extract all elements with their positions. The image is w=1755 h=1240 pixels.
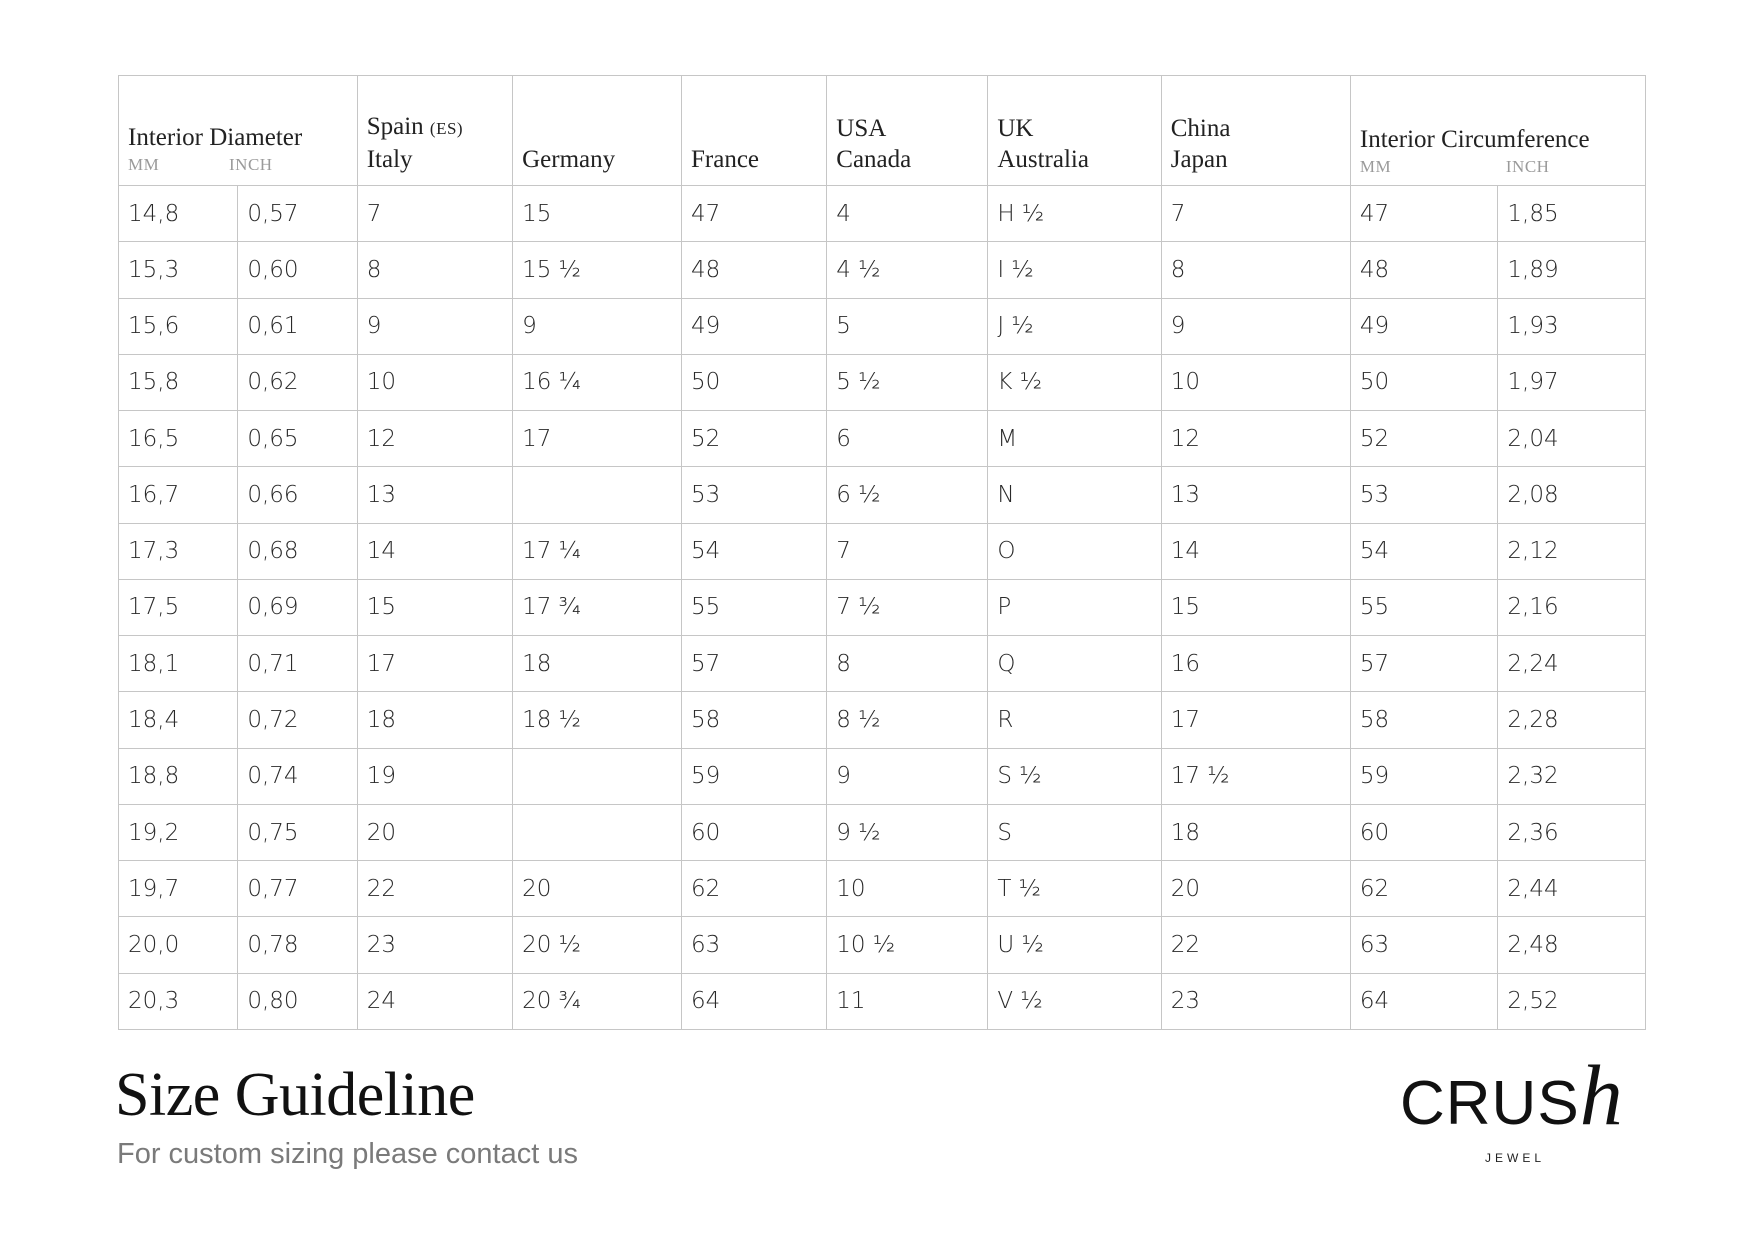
cell-circumference-mm: 62 [1350,861,1498,917]
cell-usa-canada: 6 [827,411,988,467]
cell-usa-canada: 5 [827,298,988,354]
cell-circumference-mm: 52 [1350,411,1498,467]
cell-usa-canada: 11 [827,973,988,1029]
cell-germany: 20 [513,861,682,917]
cell-germany: 16 ¼ [513,354,682,410]
cell-usa-canada: 7 [827,523,988,579]
cell-circumference-mm: 63 [1350,917,1498,973]
cell-diameter-inch: 0,60 [238,242,357,298]
table-row [119,692,1646,748]
cell-circumference-mm: 55 [1350,579,1498,635]
cell-france: 49 [682,298,827,354]
cell-france: 58 [682,692,827,748]
cell-circumference-inch: 2,28 [1498,692,1646,748]
cell-spain-italy: 22 [357,861,512,917]
cell-circumference-inch: 2,32 [1498,748,1646,804]
cell-uk-australia: J ½ [988,298,1161,354]
cell-diameter-inch: 0,80 [238,973,357,1029]
cell-circumference-mm: 57 [1350,636,1498,692]
cell-spain-italy: 13 [357,467,512,523]
cell-diameter-inch: 0,65 [238,411,357,467]
cell-circumference-mm: 49 [1350,298,1498,354]
cell-circumference-inch: 2,08 [1498,467,1646,523]
cell-france: 57 [682,636,827,692]
table-row [119,411,1646,467]
cell-china-japan: 23 [1161,973,1350,1029]
cell-usa-canada: 4 [827,186,988,242]
cell-circumference-inch: 2,04 [1498,411,1646,467]
cell-circumference-mm: 59 [1350,748,1498,804]
cell-diameter-inch: 0,62 [238,354,357,410]
header-france [682,76,827,186]
table-row [119,973,1646,1029]
cell-spain-italy: 15 [357,579,512,635]
cell-uk-australia: S [988,804,1161,860]
cell-france: 64 [682,973,827,1029]
cell-france: 47 [682,186,827,242]
cell-germany: 15 ½ [513,242,682,298]
cell-usa-canada: 8 ½ [827,692,988,748]
cell-circumference-mm: 53 [1350,467,1498,523]
cell-spain-italy: 24 [357,973,512,1029]
cell-germany: 18 ½ [513,692,682,748]
cell-usa-canada: 9 ½ [827,804,988,860]
cell-diameter-inch: 0,66 [238,467,357,523]
cell-diameter-inch: 0,68 [238,523,357,579]
cell-usa-canada: 9 [827,748,988,804]
cell-diameter-mm: 19,2 [119,804,238,860]
header-circumference-mm: MM [1359,157,1392,176]
cell-uk-australia: V ½ [988,973,1161,1029]
header-diameter-inch: INCH [229,155,273,174]
cell-diameter-inch: 0,61 [238,298,357,354]
cell-usa-canada: 10 [827,861,988,917]
cell-spain-italy: 20 [357,804,512,860]
cell-diameter-inch: 0,74 [238,748,357,804]
header-australia: Australia [997,146,1089,173]
cell-germany [513,748,682,804]
logo-caps: CRUS [1400,1069,1580,1138]
table-row [119,861,1646,917]
cell-spain-italy: 18 [357,692,512,748]
cell-uk-australia: I ½ [988,242,1161,298]
cell-diameter-mm: 16,7 [119,467,238,523]
cell-circumference-inch: 1,97 [1498,354,1646,410]
cell-diameter-inch: 0,72 [238,692,357,748]
cell-germany [513,467,682,523]
page-subtitle: For custom sizing please contact us [117,1138,578,1170]
cell-uk-australia: K ½ [988,354,1161,410]
cell-spain-italy: 10 [357,354,512,410]
cell-uk-australia: Q [988,636,1161,692]
cell-usa-canada: 7 ½ [827,579,988,635]
cell-circumference-mm: 60 [1350,804,1498,860]
cell-uk-australia: M [988,411,1161,467]
table-row [119,523,1646,579]
cell-china-japan: 22 [1161,917,1350,973]
cell-france: 59 [682,748,827,804]
table-row [119,242,1646,298]
cell-spain-italy: 12 [357,411,512,467]
cell-china-japan: 13 [1161,467,1350,523]
cell-uk-australia: P [988,579,1161,635]
cell-diameter-mm: 18,8 [119,748,238,804]
cell-circumference-inch: 2,44 [1498,861,1646,917]
cell-china-japan: 7 [1161,186,1350,242]
table-row [119,467,1646,523]
cell-france: 50 [682,354,827,410]
cell-france: 55 [682,579,827,635]
cell-germany [513,804,682,860]
table-body [119,186,1646,1030]
cell-diameter-mm: 17,5 [119,579,238,635]
cell-diameter-mm: 20,0 [119,917,238,973]
cell-spain-italy: 7 [357,186,512,242]
cell-diameter-mm: 15,8 [119,354,238,410]
header-germany-label: Germany [522,146,616,173]
header-interior-circumference-label: Interior Circumference [1359,126,1590,153]
logo-wordmark [1400,1047,1623,1160]
cell-circumference-mm: 48 [1350,242,1498,298]
cell-usa-canada: 4 ½ [827,242,988,298]
header-japan: Japan [1170,146,1228,173]
cell-china-japan: 16 [1161,636,1350,692]
table-row [119,748,1646,804]
cell-germany: 9 [513,298,682,354]
header-france-label: France [691,146,760,173]
header-uk: UK [997,115,1034,142]
cell-circumference-inch: 2,16 [1498,579,1646,635]
table-row [119,354,1646,410]
cell-diameter-mm: 16,5 [119,411,238,467]
cell-uk-australia: S ½ [988,748,1161,804]
header-interior-circumference [1350,76,1645,186]
header-interior-diameter-label: Interior Diameter [128,124,303,151]
header-uk-australia [988,76,1161,186]
cell-uk-australia: U ½ [988,917,1161,973]
cell-usa-canada: 8 [827,636,988,692]
cell-circumference-inch: 2,48 [1498,917,1646,973]
table-row [119,804,1646,860]
cell-diameter-mm: 18,1 [119,636,238,692]
cell-france: 54 [682,523,827,579]
table-row [119,298,1646,354]
cell-uk-australia: O [988,523,1161,579]
cell-france: 60 [682,804,827,860]
cell-spain-italy: 8 [357,242,512,298]
header-circumference-inch: INCH [1505,157,1550,176]
cell-circumference-inch: 2,12 [1498,523,1646,579]
cell-diameter-mm: 18,4 [119,692,238,748]
cell-diameter-mm: 15,3 [119,242,238,298]
cell-china-japan: 9 [1161,298,1350,354]
header-spain-code: (ES) [429,119,464,138]
logo-subtitle: JEWEL [1485,1151,1546,1165]
header-germany [513,76,682,186]
cell-usa-canada: 5 ½ [827,354,988,410]
header-usa: USA [836,115,887,142]
cell-china-japan: 20 [1161,861,1350,917]
cell-france: 48 [682,242,827,298]
page-title: Size Guideline [115,1061,475,1129]
cell-usa-canada: 10 ½ [827,917,988,973]
cell-circumference-inch: 1,93 [1498,298,1646,354]
table-row [119,917,1646,973]
cell-china-japan: 18 [1161,804,1350,860]
cell-diameter-mm: 15,6 [119,298,238,354]
cell-germany: 17 [513,411,682,467]
cell-germany: 17 ¾ [513,579,682,635]
header-interior-diameter [119,76,358,186]
cell-germany: 18 [513,636,682,692]
logo-script-letter: h [1579,1047,1623,1143]
cell-spain-italy: 17 [357,636,512,692]
size-table [118,75,1646,1030]
cell-china-japan: 14 [1161,523,1350,579]
cell-spain-italy: 23 [357,917,512,973]
cell-spain-italy: 9 [357,298,512,354]
header-diameter-mm: MM [128,155,160,174]
cell-diameter-inch: 0,77 [238,861,357,917]
table-row [119,186,1646,242]
header-spain: Spain [366,113,424,140]
cell-circumference-inch: 1,85 [1498,186,1646,242]
cell-circumference-inch: 1,89 [1498,242,1646,298]
cell-circumference-inch: 2,36 [1498,804,1646,860]
cell-usa-canada: 6 ½ [827,467,988,523]
cell-diameter-inch: 0,78 [238,917,357,973]
header-china: China [1170,115,1231,142]
crush-jewel-logo [1400,1047,1650,1175]
cell-france: 52 [682,411,827,467]
header-italy: Italy [366,146,413,173]
cell-diameter-inch: 0,75 [238,804,357,860]
cell-france: 63 [682,917,827,973]
cell-france: 53 [682,467,827,523]
cell-circumference-mm: 50 [1350,354,1498,410]
cell-circumference-mm: 47 [1350,186,1498,242]
cell-uk-australia: H ½ [988,186,1161,242]
cell-diameter-mm: 19,7 [119,861,238,917]
cell-circumference-inch: 2,52 [1498,973,1646,1029]
cell-diameter-mm: 14,8 [119,186,238,242]
header-usa-canada [827,76,988,186]
cell-spain-italy: 14 [357,523,512,579]
cell-france: 62 [682,861,827,917]
table-row [119,636,1646,692]
cell-circumference-mm: 64 [1350,973,1498,1029]
cell-germany: 15 [513,186,682,242]
cell-germany: 20 ½ [513,917,682,973]
cell-china-japan: 12 [1161,411,1350,467]
cell-china-japan: 10 [1161,354,1350,410]
cell-diameter-mm: 20,3 [119,973,238,1029]
cell-germany: 20 ¾ [513,973,682,1029]
cell-china-japan: 8 [1161,242,1350,298]
cell-china-japan: 15 [1161,579,1350,635]
table-header-row [119,76,1646,186]
header-spain-italy [357,76,512,186]
cell-spain-italy: 19 [357,748,512,804]
cell-diameter-inch: 0,69 [238,579,357,635]
header-canada: Canada [836,146,912,173]
cell-diameter-inch: 0,71 [238,636,357,692]
cell-circumference-mm: 58 [1350,692,1498,748]
cell-circumference-mm: 54 [1350,523,1498,579]
cell-china-japan: 17 [1161,692,1350,748]
header-china-japan [1161,76,1350,186]
cell-uk-australia: T ½ [988,861,1161,917]
cell-germany: 17 ¼ [513,523,682,579]
cell-china-japan: 17 ½ [1161,748,1350,804]
cell-uk-australia: N [988,467,1161,523]
cell-diameter-inch: 0,57 [238,186,357,242]
table-row [119,579,1646,635]
cell-uk-australia: R [988,692,1161,748]
cell-diameter-mm: 17,3 [119,523,238,579]
cell-circumference-inch: 2,24 [1498,636,1646,692]
